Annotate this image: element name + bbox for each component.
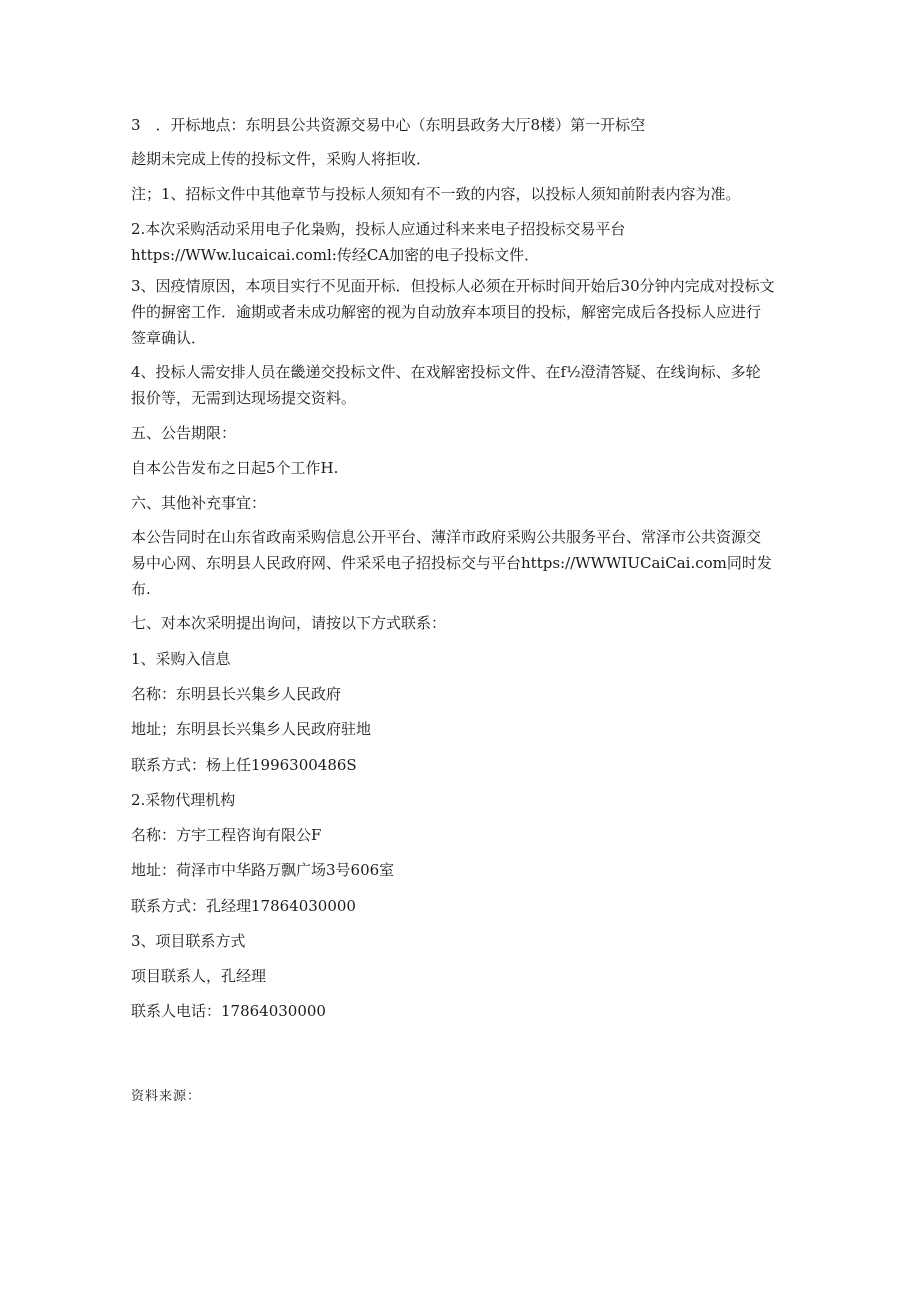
project-contact-title bbox=[131, 928, 781, 954]
epidemic-paragraph bbox=[131, 273, 781, 351]
staffing-paragraph bbox=[131, 359, 781, 411]
text-line: 2.本次采购活动采用电子化枭购，投标人应通过科来来电子招投标交易平台 bbox=[131, 220, 626, 238]
text-line: 自本公告发布之日起5个工作H. bbox=[131, 459, 339, 477]
text-line: 联系方式：孔经理17864030000 bbox=[131, 897, 356, 915]
note-paragraph bbox=[131, 181, 781, 207]
text-line: 项目联系人，孔经理 bbox=[131, 967, 267, 985]
section-5-body bbox=[131, 455, 781, 481]
text-line: 件的摒密工作．逾期或者未成功解密的视为自动放弃本项目的投标，解密完成后各投标人应进行 bbox=[131, 303, 762, 321]
text-line: 布. bbox=[131, 580, 151, 598]
text-line: 七、对本次采明提出询问，请按以下方式联系： bbox=[131, 614, 447, 632]
source-label: 资料来源： bbox=[131, 1089, 202, 1104]
text-line: 地址；东明县长兴集乡人民政府驻地 bbox=[131, 720, 372, 738]
text-line: 五、公告期限： bbox=[131, 424, 237, 442]
text-line: 易中心网、东明县人民政府网、件采采电子招投标交与平台https://WWWIUCaiCai.com同时发 bbox=[131, 554, 772, 572]
text-line: 注；1、招标文件中其他章节与投标人须知有不一致的内容，以投标人须知前附表内容为准。 bbox=[131, 185, 741, 203]
text-line: 2.采物代理机构 bbox=[131, 791, 236, 809]
text-line: 签章确认． bbox=[131, 329, 207, 347]
section-5-title bbox=[131, 420, 781, 446]
buyer-name bbox=[131, 681, 781, 707]
electronic-procurement-paragraph bbox=[131, 216, 781, 268]
agency-contact bbox=[131, 893, 781, 919]
text-line: 地址：荷泽市中华路万飘广场3号606室 bbox=[131, 861, 395, 879]
text-line: 3、因疫情原因，本项目实行不见面开标．但投标人必须在开标时间开始后30分钟内完成对投标文 bbox=[131, 277, 775, 295]
buyer-address bbox=[131, 716, 781, 742]
venue-paragraph bbox=[131, 112, 781, 138]
text-line: 3 ．开标地点：东明县公共资源交易中心（东明县政务大厅8楼）第一开标空 bbox=[131, 116, 646, 134]
text-line: 本公告同时在山东省政南采购信息公开平台、薄洋市政府采购公共服务平台、常泽市公共资源交 bbox=[131, 528, 762, 546]
text-line: 联系人电话：17864030000 bbox=[131, 1002, 326, 1020]
text-line: 3、项目联系方式 bbox=[131, 932, 246, 950]
agency-title bbox=[131, 787, 781, 813]
buyer-contact bbox=[131, 752, 781, 778]
text-line: 4、投标人需安排人员在畿递交投标文件、在戏解密投标文件、在f½澄清答疑、在线询标、多轮 bbox=[131, 363, 761, 381]
text-line: 报价等，无需到达现场提交资料。 bbox=[131, 389, 357, 407]
section-6-title bbox=[131, 490, 781, 516]
section-6-body bbox=[131, 524, 781, 602]
project-contact-phone bbox=[131, 998, 781, 1024]
agency-name bbox=[131, 822, 781, 848]
text-line: 1、采购入信息 bbox=[131, 650, 231, 668]
text-line: 六、其他补充事宜： bbox=[131, 494, 267, 512]
text-line: https://WWw.lucaicai.coml:传经CA加密的电子投标文件． bbox=[131, 246, 540, 264]
text-line: 名称：东明县长兴集乡人民政府 bbox=[131, 685, 342, 703]
section-7-title bbox=[131, 610, 781, 636]
text-line: 趁期未完成上传的投标文件，采购人将拒收． bbox=[131, 150, 432, 168]
project-contact-person bbox=[131, 963, 781, 989]
late-upload-paragraph bbox=[131, 146, 781, 172]
agency-address bbox=[131, 857, 781, 883]
text-line: 名称：方宇工程咨询有限公F bbox=[131, 826, 322, 844]
buyer-info-title bbox=[131, 646, 781, 672]
text-line: 联系方式：杨上任1996300486S bbox=[131, 756, 357, 774]
